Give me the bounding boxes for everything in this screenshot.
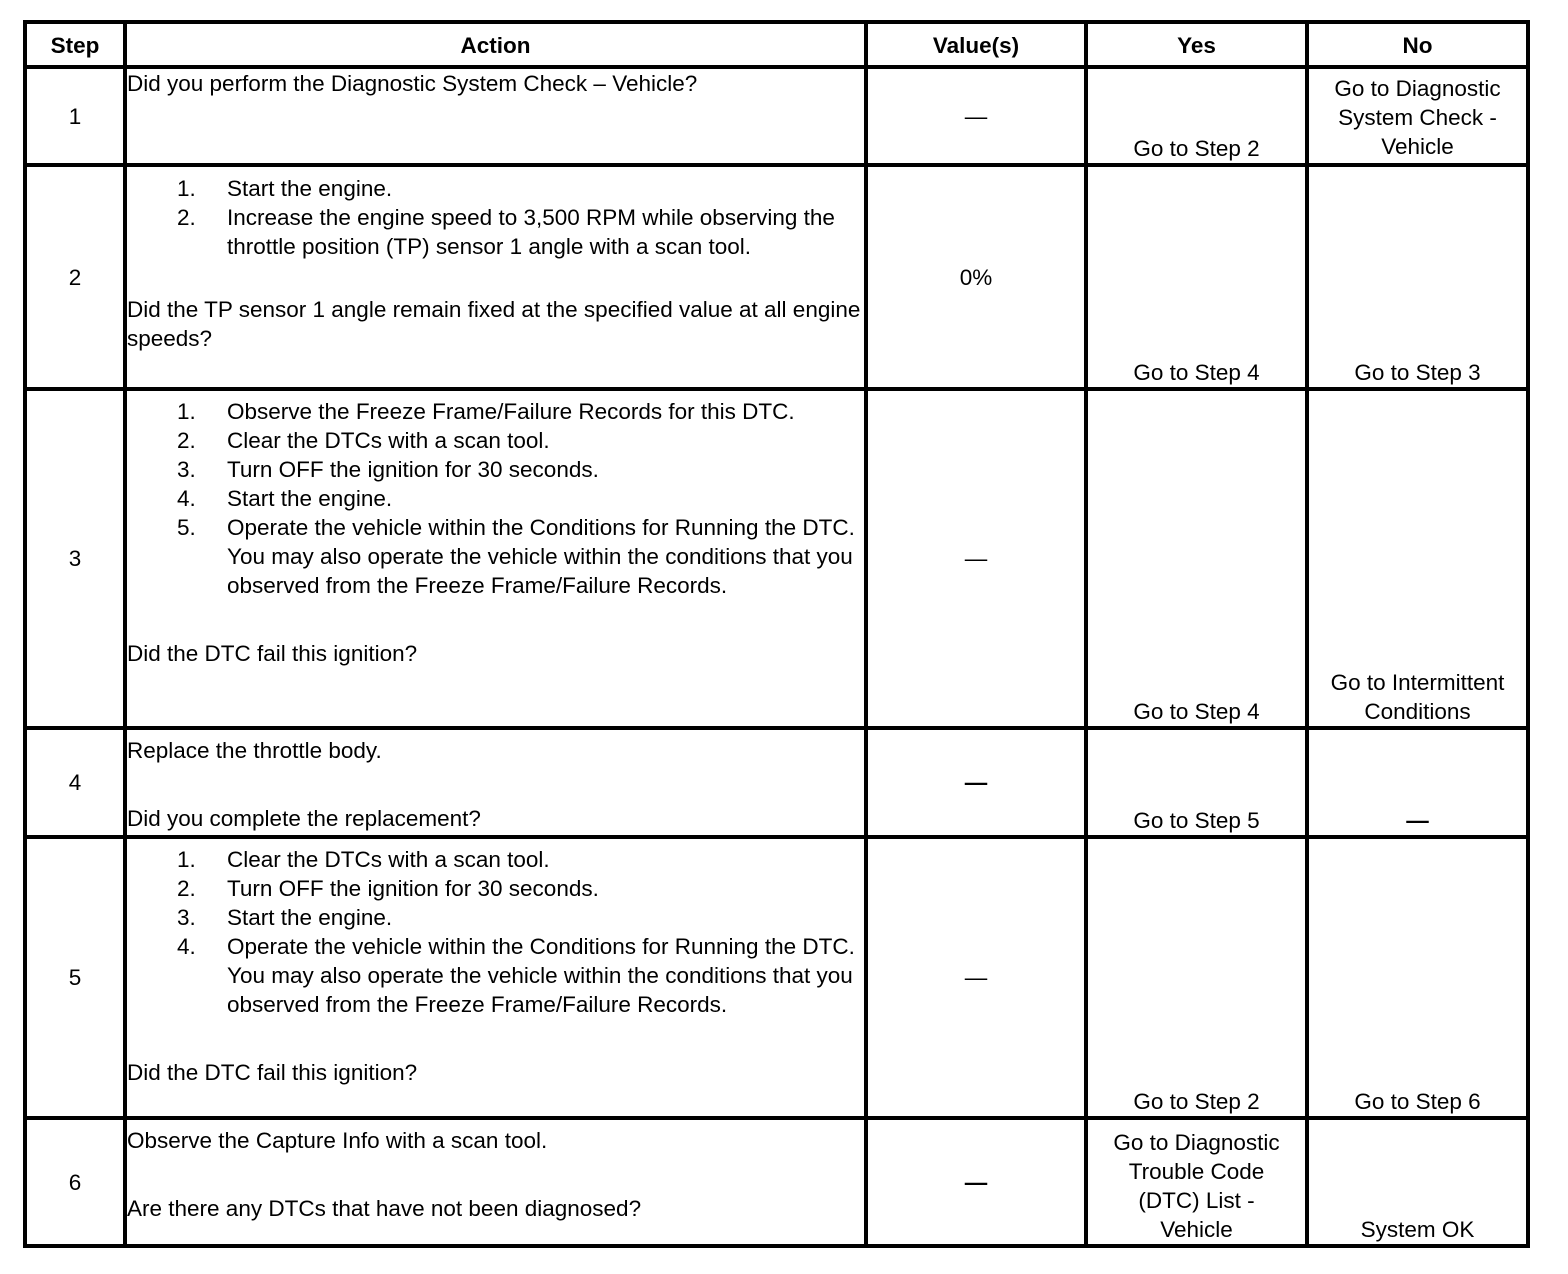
no-cell: Go to Step 6 xyxy=(1307,837,1528,1118)
action-cell xyxy=(125,1118,866,1246)
yes-cell: Go to Step 2 xyxy=(1086,837,1307,1118)
list-item xyxy=(127,426,864,455)
item-number: 1. xyxy=(177,399,196,424)
action-cell xyxy=(125,165,866,389)
value-cell: — xyxy=(866,728,1086,837)
list-item xyxy=(127,484,864,513)
item-text: Turn OFF the ignition for 30 seconds. xyxy=(227,876,599,901)
step-number: 1 xyxy=(25,67,125,165)
action-cell xyxy=(125,389,866,728)
list-item xyxy=(127,513,864,600)
action-text: Observe the Capture Info with a scan tool. xyxy=(127,1128,548,1153)
header-step: Step xyxy=(25,22,125,67)
item-text: Observe the Freeze Frame/Failure Records for this DTC. xyxy=(227,399,795,424)
table-row xyxy=(25,1118,1528,1246)
list-item xyxy=(127,845,864,874)
no-cell xyxy=(1307,67,1528,165)
action-question: Did you complete the replacement? xyxy=(127,806,481,831)
item-text: Clear the DTCs with a scan tool. xyxy=(227,428,550,453)
list-item xyxy=(127,932,864,1019)
action-cell xyxy=(125,728,866,837)
step-number: 3 xyxy=(25,389,125,728)
step-number: 2 xyxy=(25,165,125,389)
no-line: Go to Intermittent xyxy=(1330,670,1505,695)
item-number: 5. xyxy=(177,515,196,540)
yes-cell: Go to Step 4 xyxy=(1086,389,1307,728)
action-question: Are there any DTCs that have not been diagnosed? xyxy=(127,1196,642,1221)
action-question: Did the DTC fail this ignition? xyxy=(127,1060,418,1085)
item-number: 2. xyxy=(177,205,196,230)
yes-cell: Go to Step 5 xyxy=(1086,728,1307,837)
header-yes: Yes xyxy=(1086,22,1307,67)
yes-cell: Go to Step 4 xyxy=(1086,165,1307,389)
value-cell: — xyxy=(866,67,1086,165)
list-item xyxy=(127,203,864,261)
item-number: 1. xyxy=(177,176,196,201)
yes-line: Go to Diagnostic xyxy=(1113,1130,1280,1155)
yes-cell: Go to Step 2 xyxy=(1086,67,1307,165)
no-cell: System OK xyxy=(1307,1118,1528,1246)
no-line: Conditions xyxy=(1364,699,1471,724)
item-text: Operate the vehicle within the Conditions for Running the DTC. You may also operate the vehicle within the conditions that you observed from the Freeze Frame/Failure Records. xyxy=(227,515,855,598)
header-action: Action xyxy=(125,22,866,67)
action-question: Did the DTC fail this ignition? xyxy=(127,641,418,666)
item-text: Start the engine. xyxy=(227,176,393,201)
list-item xyxy=(127,903,864,932)
header-values: Value(s) xyxy=(866,22,1086,67)
procedure-list xyxy=(127,397,864,600)
no-line: System Check - xyxy=(1338,105,1497,130)
list-item xyxy=(127,874,864,903)
no-cell xyxy=(1307,389,1528,728)
yes-line: Trouble Code xyxy=(1128,1159,1265,1184)
value-cell: 0% xyxy=(866,165,1086,389)
header-row xyxy=(25,22,1528,67)
item-number: 3. xyxy=(177,905,196,930)
action-cell xyxy=(125,837,866,1118)
table-row xyxy=(25,837,1528,1118)
table-row xyxy=(25,165,1528,389)
yes-line: Vehicle xyxy=(1160,1217,1233,1242)
list-item xyxy=(127,174,864,203)
step-number: 6 xyxy=(25,1118,125,1246)
item-number: 1. xyxy=(177,847,196,872)
table-row xyxy=(25,728,1528,837)
value-cell: — xyxy=(866,389,1086,728)
item-number: 2. xyxy=(177,876,196,901)
item-text: Clear the DTCs with a scan tool. xyxy=(227,847,550,872)
item-text: Start the engine. xyxy=(227,486,393,511)
diagnostic-table xyxy=(23,20,1530,1248)
item-text: Operate the vehicle within the Conditions for Running the DTC. You may also operate the vehicle within the conditions that you observed from the Freeze Frame/Failure Records. xyxy=(227,934,855,1017)
item-text: Increase the engine speed to 3,500 RPM while observing the throttle position (TP) sensor 1 angle with a scan tool. xyxy=(227,205,835,259)
list-item xyxy=(127,397,864,426)
item-number: 3. xyxy=(177,457,196,482)
header-no: No xyxy=(1307,22,1528,67)
table-row xyxy=(25,389,1528,728)
action-question: Did the TP sensor 1 angle remain fixed at the specified value at all engine speeds? xyxy=(127,297,861,351)
action-cell xyxy=(125,67,866,165)
step-number: 5 xyxy=(25,837,125,1118)
list-item xyxy=(127,455,864,484)
item-number: 4. xyxy=(177,486,196,511)
yes-cell xyxy=(1086,1118,1307,1246)
item-number: 2. xyxy=(177,428,196,453)
no-line: Vehicle xyxy=(1381,134,1454,159)
procedure-list xyxy=(127,174,864,261)
item-text: Start the engine. xyxy=(227,905,393,930)
yes-line: (DTC) List - xyxy=(1138,1188,1255,1213)
step-number: 4 xyxy=(25,728,125,837)
procedure-list xyxy=(127,845,864,1019)
item-number: 4. xyxy=(177,934,196,959)
value-cell: — xyxy=(866,837,1086,1118)
no-cell: — xyxy=(1307,728,1528,837)
table-row xyxy=(25,67,1528,165)
action-text: Did you perform the Diagnostic System Check – Vehicle? xyxy=(127,71,698,96)
action-text: Replace the throttle body. xyxy=(127,738,382,763)
value-cell: — xyxy=(866,1118,1086,1246)
no-line: Go to Diagnostic xyxy=(1334,76,1501,101)
no-cell: Go to Step 3 xyxy=(1307,165,1528,389)
item-text: Turn OFF the ignition for 30 seconds. xyxy=(227,457,599,482)
